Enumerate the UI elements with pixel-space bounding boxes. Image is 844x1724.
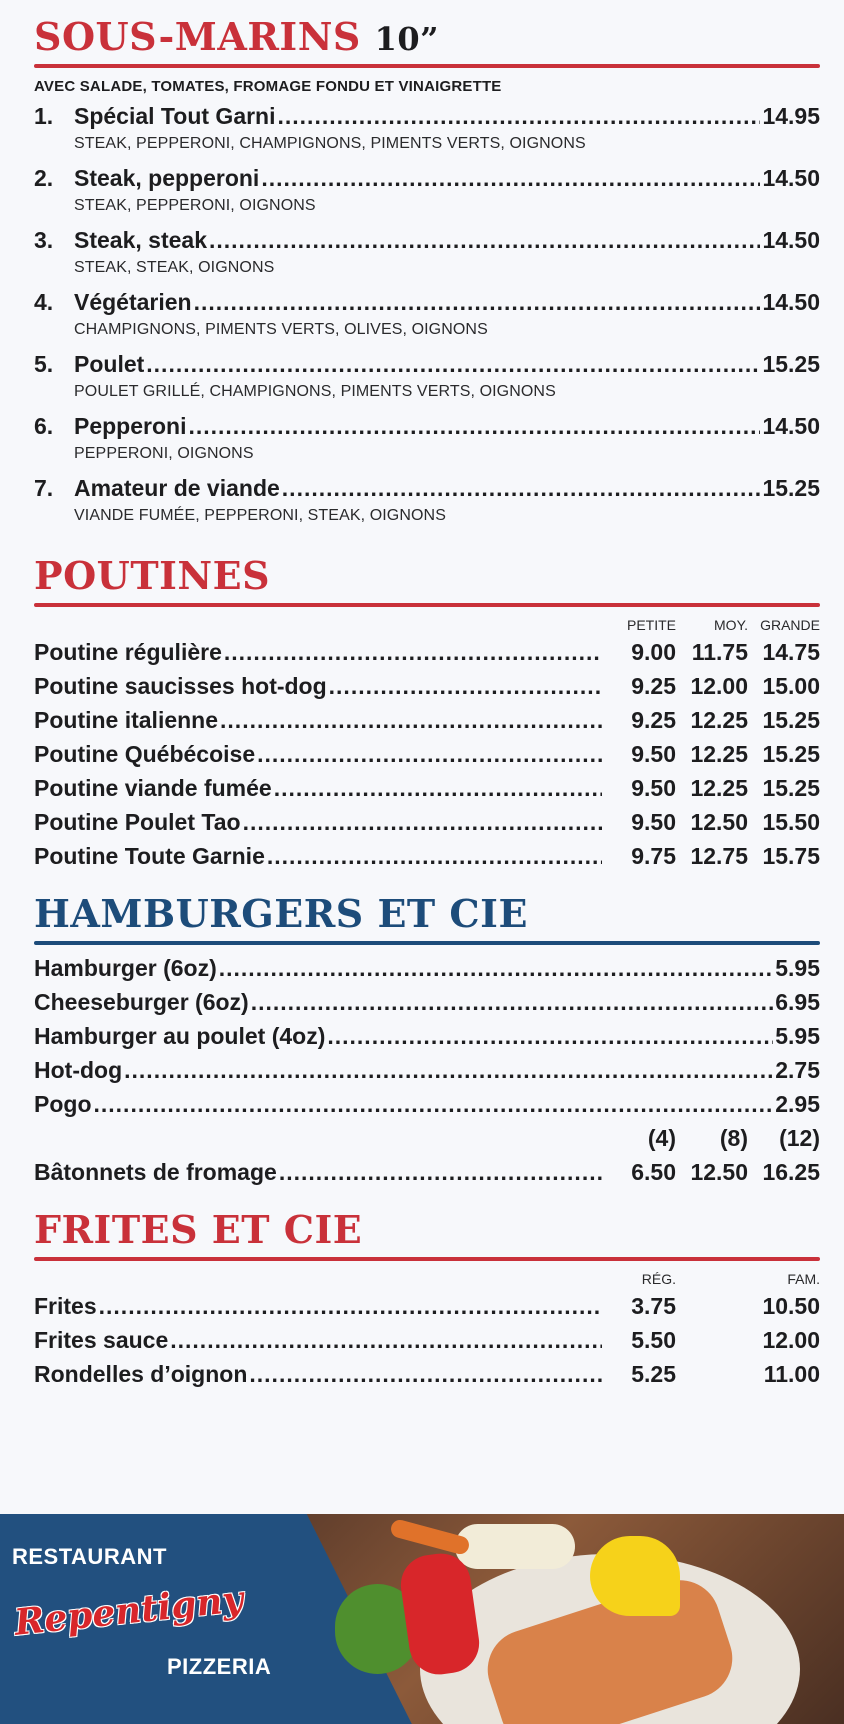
leader-dots (279, 1155, 602, 1189)
item-price: 11.00 (763, 1361, 820, 1387)
item-name: Pepperoni (74, 413, 187, 439)
menu-item-poutine (34, 703, 820, 737)
item-price: 10.50 (762, 1293, 820, 1319)
menu-item-poutine (34, 839, 820, 873)
leader-dots (224, 635, 602, 669)
frites-section (34, 1207, 820, 1391)
sous-marins-section (34, 0, 820, 533)
leader-dots (219, 951, 773, 985)
leader-dots (209, 223, 760, 257)
item-price: 6.95 (775, 989, 820, 1015)
item-name: Poulet (74, 351, 145, 377)
item-name: Végétarien (74, 289, 192, 315)
menu-item-frites (34, 1357, 820, 1391)
leader-dots (188, 409, 760, 443)
item-prices (604, 1323, 820, 1357)
leader-dots (99, 1289, 602, 1323)
footer-banner (0, 1514, 844, 1724)
item-price: 12.00 (690, 673, 748, 699)
item-price: 9.50 (631, 741, 676, 767)
item-name: Rondelles d’oignon (34, 1361, 248, 1387)
item-name: Poutine régulière (34, 639, 222, 665)
poutines-size-headers (34, 615, 820, 635)
item-description: STEAK, STEAK, OIGNONS (74, 259, 275, 276)
rice-graphic (455, 1524, 575, 1569)
item-price: 5.95 (775, 1023, 820, 1049)
header-12: (12) (779, 1125, 820, 1151)
frites-list (34, 1289, 820, 1391)
poutines-section (34, 553, 820, 873)
item-price: 14.50 (762, 165, 820, 191)
item-price: 14.95 (762, 103, 820, 129)
menu-item-hamburger (34, 951, 820, 985)
leader-dots (243, 805, 602, 839)
item-name: Poutine Poulet Tao (34, 809, 241, 835)
item-number: 4. (34, 289, 54, 315)
leader-dots (194, 285, 761, 319)
leader-dots (251, 985, 774, 1019)
menu-item-sous-marin (34, 347, 820, 381)
item-name: Poutine italienne (34, 707, 219, 733)
item-name: Poutine Toute Garnie (34, 843, 265, 869)
sous-marins-title: SOUS-MARINS (34, 14, 361, 59)
item-price: 15.00 (762, 673, 820, 699)
item-price: 15.50 (762, 809, 820, 835)
item-number: 7. (34, 475, 54, 501)
item-prices (604, 703, 820, 737)
item-name: Pogo (34, 1091, 92, 1117)
batonnets-headers (34, 1121, 820, 1155)
item-prices (604, 669, 820, 703)
lemon-graphic (590, 1536, 680, 1616)
menu-item-poutine (34, 737, 820, 771)
item-price: 12.25 (690, 775, 748, 801)
header-4: (4) (647, 1125, 676, 1151)
item-prices (604, 1357, 820, 1391)
section-title-poutines: POUTINES (34, 553, 271, 598)
section-rule (34, 64, 820, 68)
menu-item-sous-marin (34, 471, 820, 505)
section-rule (34, 941, 820, 945)
item-price: 9.25 (631, 673, 676, 699)
item-prices (604, 737, 820, 771)
item-price: 9.00 (631, 639, 676, 665)
header-grande: GRANDE (760, 617, 820, 633)
item-price: 11.75 (691, 639, 748, 665)
item-price: 14.50 (762, 227, 820, 253)
header-petite: PETITE (626, 617, 676, 633)
item-name: Amateur de viande (74, 475, 280, 501)
item-name: Poutine viande fumée (34, 775, 272, 801)
menu-item-batonnets (34, 1155, 820, 1189)
menu-item-sous-marin (34, 223, 820, 257)
header-8: (8) (719, 1125, 748, 1151)
brand-restaurant: RESTAURANT (12, 1544, 167, 1569)
leader-dots (261, 161, 760, 195)
sous-marins-note: AVEC SALADE, TOMATES, FROMAGE FONDU ET VINAIGRETTE (34, 78, 502, 95)
item-price: 15.25 (762, 707, 820, 733)
item-name: Hamburger (6oz) (34, 955, 217, 981)
item-name: Frites sauce (34, 1327, 169, 1353)
item-price: 15.25 (762, 475, 820, 501)
menu-item-sous-marin (34, 409, 820, 443)
hamburgers-section (34, 891, 820, 1189)
item-name: Steak, pepperoni (74, 165, 260, 191)
item-name: Bâtonnets de fromage (34, 1159, 277, 1185)
brand-logo-name: Repentigny (12, 1578, 246, 1644)
frites-size-headers (34, 1269, 820, 1289)
item-price: 6.50 (631, 1159, 676, 1185)
menu-item-frites (34, 1289, 820, 1323)
item-price: 15.75 (762, 843, 820, 869)
menu-item-hamburger (34, 1019, 820, 1053)
leader-dots (329, 669, 602, 703)
item-name: Poutine Québécoise (34, 741, 256, 767)
item-price: 3.75 (631, 1293, 676, 1319)
item-price: 12.75 (690, 843, 748, 869)
leader-dots (274, 771, 602, 805)
item-description: POULET GRILLÉ, CHAMPIGNONS, PIMENTS VERTS, OIGNONS (74, 383, 556, 400)
item-name: Frites (34, 1293, 97, 1319)
item-price: 12.00 (762, 1327, 820, 1353)
menu-item-poutine (34, 635, 820, 669)
item-description: PEPPERONI, OIGNONS (74, 445, 254, 462)
item-price: 12.50 (690, 1159, 748, 1185)
item-name: Cheeseburger (6oz) (34, 989, 249, 1015)
item-name: Spécial Tout Garni (74, 103, 276, 129)
item-price: 16.25 (762, 1159, 820, 1185)
leader-dots (278, 99, 761, 133)
item-name: Poutine saucisses hot-dog (34, 673, 327, 699)
item-description: STEAK, PEPPERONI, CHAMPIGNONS, PIMENTS VERTS, OIGNONS (74, 135, 586, 152)
sous-marins-size: 10” (374, 20, 440, 58)
item-name: Hot-dog (34, 1057, 123, 1083)
menu-item-hamburger (34, 985, 820, 1019)
item-description: CHAMPIGNONS, PIMENTS VERTS, OLIVES, OIGNONS (74, 321, 488, 338)
item-prices (604, 805, 820, 839)
leader-dots (220, 703, 602, 737)
header-moy: MOY. (714, 617, 748, 633)
leader-dots (170, 1323, 602, 1357)
item-price: 5.50 (631, 1327, 676, 1353)
item-number: 5. (34, 351, 54, 377)
item-price: 12.25 (690, 741, 748, 767)
section-rule (34, 603, 820, 607)
item-price: 15.25 (762, 775, 820, 801)
item-price: 2.95 (775, 1091, 820, 1117)
section-title-hamburgers: HAMBURGERS ET CIE (34, 891, 528, 936)
section-rule (34, 1257, 820, 1261)
leader-dots (267, 839, 602, 873)
sous-marins-list (34, 99, 820, 533)
menu-item-hamburger (34, 1053, 820, 1087)
menu-item-poutine (34, 805, 820, 839)
item-price: 5.25 (631, 1361, 676, 1387)
item-price: 2.75 (775, 1057, 820, 1083)
leader-dots (257, 737, 602, 771)
item-number: 2. (34, 165, 54, 191)
item-price: 9.25 (631, 707, 676, 733)
menu-item-sous-marin (34, 161, 820, 195)
item-number: 6. (34, 413, 54, 439)
leader-dots (94, 1087, 774, 1121)
item-price: 15.25 (762, 351, 820, 377)
menu-page (34, 0, 820, 1391)
item-price: 14.50 (762, 289, 820, 315)
leader-dots (124, 1053, 773, 1087)
menu-item-sous-marin (34, 99, 820, 133)
item-name: Steak, steak (74, 227, 207, 253)
item-prices (604, 839, 820, 873)
menu-item-hamburger (34, 1087, 820, 1121)
leader-dots (282, 471, 761, 505)
item-price: 9.75 (631, 843, 676, 869)
hamburgers-list (34, 951, 820, 1121)
item-price: 5.95 (775, 955, 820, 981)
leader-dots (146, 347, 760, 381)
item-name: Hamburger au poulet (4oz) (34, 1023, 326, 1049)
header-fam: FAM. (787, 1271, 820, 1287)
menu-item-poutine (34, 669, 820, 703)
item-price: 9.50 (631, 775, 676, 801)
menu-item-sous-marin (34, 285, 820, 319)
leader-dots (327, 1019, 773, 1053)
item-description: STEAK, PEPPERONI, OIGNONS (74, 197, 316, 214)
item-price: 14.75 (762, 639, 820, 665)
item-price: 14.50 (762, 413, 820, 439)
header-reg: RÉG. (641, 1271, 676, 1287)
item-number: 3. (34, 227, 54, 253)
section-title-frites: FRITES ET CIE (34, 1207, 363, 1252)
poutines-list (34, 635, 820, 873)
item-price: 15.25 (762, 741, 820, 767)
item-number: 1. (34, 103, 54, 129)
item-price: 12.50 (690, 809, 748, 835)
section-title-sous-marins (34, 14, 820, 59)
item-prices (604, 1289, 820, 1323)
item-price: 9.50 (631, 809, 676, 835)
menu-item-frites (34, 1323, 820, 1357)
item-price: 12.25 (690, 707, 748, 733)
item-prices (604, 635, 820, 669)
menu-item-poutine (34, 771, 820, 805)
leader-dots (249, 1357, 602, 1391)
item-prices (604, 771, 820, 805)
item-description: VIANDE FUMÉE, PEPPERONI, STEAK, OIGNONS (74, 507, 446, 524)
brand-pizzeria: PIZZERIA (167, 1654, 272, 1679)
